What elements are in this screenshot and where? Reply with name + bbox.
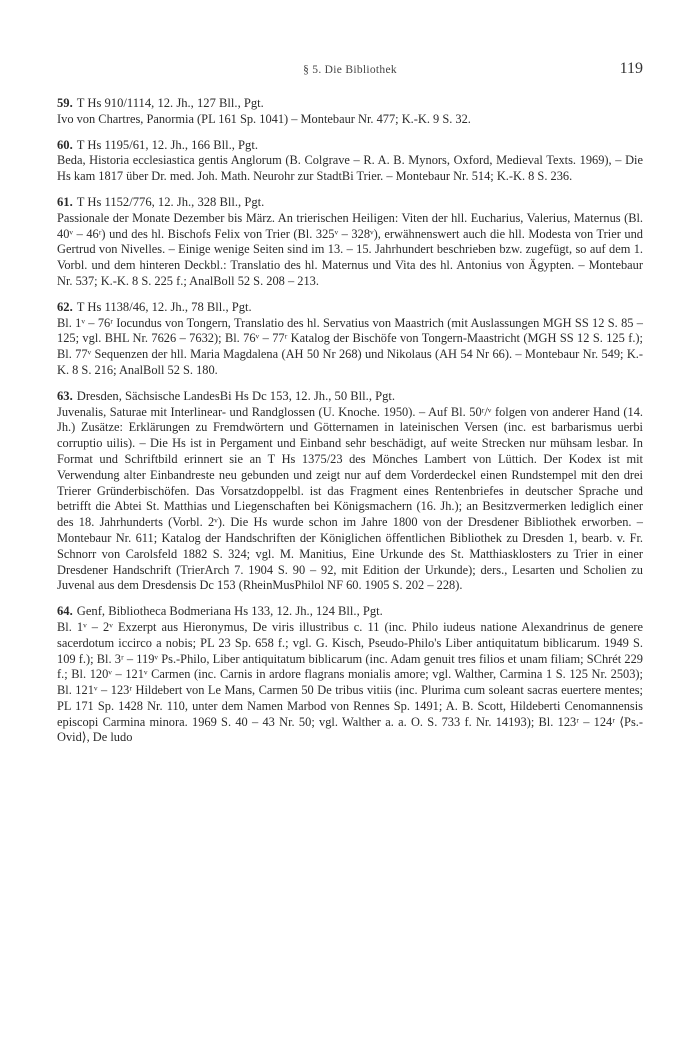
entry-description: Bl. 1ᵛ – 2ᵛ Exzerpt aus Hieronymus, De viris illustribus c. 11 (inc. Philo iudeus natione Alexandrinus de genere sacerdotum iccirco a nobis; PL 23 Sp. 658 f.; vgl. G. Kisch, Pseudo-Philo's Liber antiquitatum biblicarum. 1949 S. 109 f.); Bl. 3ʳ – 119ᵛ Ps.-Philo, Liber antiquitatum biblicarum (inc. Adam genuit tres filios et unam filiam; SChrét 229 f.; Bl. 120ᵛ – 121ᵛ Carmen (inc. Carnis in ardore flagrans monialis amore; vgl. Walther, Carmina 1 S. 125 Nr. 2503); Bl. 121ᵛ – 123ʳ Hildebert von Le Mans, Carmen 50 De tribus vitiis (inc. Plurima cum soleant sacras euertere mentes; PL 171 Sp. 1428 Nr. 110, unter dem Namen Marbod von Rennes Sp. 1491; A. B. Scott, Hildeberti Cenomannensis episcopi Carmina minora. 1969 S. 40 – 43 Nr. 50; vgl. Walther a. a. O. S. 733 f. Nr. 14193); Bl. 123ʳ – 124ʳ ⟨Ps.-Ovid⟩, De ludo <box>57 619 643 745</box>
entry-description: Juvenalis, Saturae mit Interlinear- und Randglossen (U. Knoche. 1950). – Auf Bl. 50ʳ/ᵛ folgen von anderer Hand (14. Jh.) Zusätze: Erklärungen zu Fremdwörtern und Götternamen in lateinischen Versen (inc. est barbarismus uerbi corruptio uilis). – Die Hs ist in Pergament und Einband sehr beschädigt, auf weite Strecken nur mühsam lesbar. In Format und Schriftbild erinnert sie an T Hs 1375/23 des Mönches Lambert von Lüttich. Der Kodex ist mit Verwendung alter Einbandreste neu gebunden und zeigt nur auf dem Vorderdeckel einen Rundstempel mit den drei Trierer Gründerbischöfen. Das Vorsatzdoppelbl. ist das Fragment eines Rentenbriefes in deutscher Sprache und betrifft die Abtei St. Matthias und Liegenschaften bei Königsmachern (16. Jh.); an Besitzvermerken lediglich einer des 18. Jahrhunderts (Vorbl. 2ᵛ). Die Hs wurde schon im Jahre 1800 von der Dresdener Bibliothek erworben. – Montebaur Nr. 611; Katalog der Handschriften der Königlichen öffentlichen Bibliothek zu Dresden 1, bearb. v. Fr. Schnorr von Carolsfeld 1882 S. 324; vgl. M. Manitius, Eine Urkunde des St. Matthiasklosters zu Trier in einer Dresdener Handschrift (TrierArch 7. 1904 S. 90 – 92, mit Edition der Urkunde); ders., Lesarten und Scholien zu Juvenal aus dem Dresdensis Dc 153 (RheinMusPhilol NF 60. 1905 S. 202 – 228). <box>57 404 643 593</box>
entry-number: 61. <box>57 194 73 209</box>
entry-number: 64. <box>57 604 73 619</box>
entry-heading <box>57 300 643 316</box>
entry-63 <box>57 389 643 594</box>
entry-heading <box>57 604 643 620</box>
entry-shelfmark: T Hs 910/1114, 12. Jh., 127 Bll., Pgt. <box>76 96 264 110</box>
entry-shelfmark: Genf, Bibliotheca Bodmeriana Hs 133, 12. Jh., 124 Bll., Pgt. <box>76 604 383 619</box>
running-title: § 5. Die Bibliothek <box>303 64 397 76</box>
entry-shelfmark: T Hs 1152/776, 12. Jh., 328 Bll., Pgt. <box>76 194 265 209</box>
entry-description: Passionale der Monate Dezember bis März. An trierischen Heiligen: Viten der hll. Eucharius, Valerius, Maternus (Bl. 40ᵛ – 46ʳ) und des hl. Bischofs Felix von Trier (Bl. 325ᵛ – 328ᵛ), erwähnenswert auch die hll. Modesta von Trier und Gertrud von Nivelles. – Einige wenige Seiten sind im 13. – 15. Jahrhundert beschrieben bzw. zugefügt, so auf dem 1. Vorbl. und dem hinteren Deckbl.: Translatio des hl. Maternus und Vita des hl. Antonius von Ägypten. – Montebaur Nr. 537; K.-K. 8 S. 225 f.; AnalBoll 52 S. 208 – 213. <box>57 210 643 288</box>
entry-shelfmark: T Hs 1138/46, 12. Jh., 78 Bll., Pgt. <box>76 299 252 314</box>
entry-description: Ivo von Chartres, Panormia (PL 161 Sp. 1041) – Montebaur Nr. 477; K.-K. 9 S. 32. <box>57 111 471 126</box>
entry-heading <box>57 138 643 154</box>
page-number: 119 <box>619 60 643 77</box>
entry-heading <box>57 195 643 211</box>
entry-64 <box>57 604 643 746</box>
entry-number: 62. <box>57 299 73 314</box>
entry-number: 60. <box>57 137 73 152</box>
entry-number: 59. <box>57 96 73 110</box>
entry-61 <box>57 195 643 290</box>
entry-description: Bl. 1ᵛ – 76ʳ Iocundus von Tongern, Translatio des hl. Servatius von Maastrich (mit Auslassungen MGH SS 12 S. 85 – 125; vgl. BHL Nr. 7626 – 7632); Bl. 76ᵛ – 77ʳ Katalog der Bischöfe von Tongern-Maastricht (MGH SS 12 S. 125 f.); Bl. 77ᵛ Sequenzen der hll. Maria Magdalena (AH 50 Nr 268) und Nikolaus (AH 54 Nr 66). – Montebaur Nr. 549; K.-K. 8 S. 216; AnalBoll 52 S. 180. <box>57 315 643 377</box>
running-head <box>57 60 643 84</box>
entry-62 <box>57 300 643 379</box>
entry-shelfmark: T Hs 1195/61, 12. Jh., 166 Bll., Pgt. <box>76 137 258 152</box>
entry-number: 63. <box>57 388 73 403</box>
entry-description: Beda, Historia ecclesiastica gentis Anglorum (B. Colgrave – R. A. B. Mynors, Oxford, Medieval Texts. 1969), – Die Hs kam 1817 über Dr. med. Joh. Math. Neurohr zur StadtBi Trier. – Montebaur Nr. 514; K.-K. 8 S. 236. <box>57 153 643 184</box>
entry-60 <box>57 138 643 185</box>
entry-shelfmark: Dresden, Sächsische LandesBi Hs Dc 153, 12. Jh., 50 Bll., Pgt. <box>76 388 396 403</box>
entry-59 <box>57 96 643 128</box>
document-page <box>57 60 643 756</box>
entry-heading <box>57 389 643 405</box>
entry-heading <box>57 96 643 112</box>
